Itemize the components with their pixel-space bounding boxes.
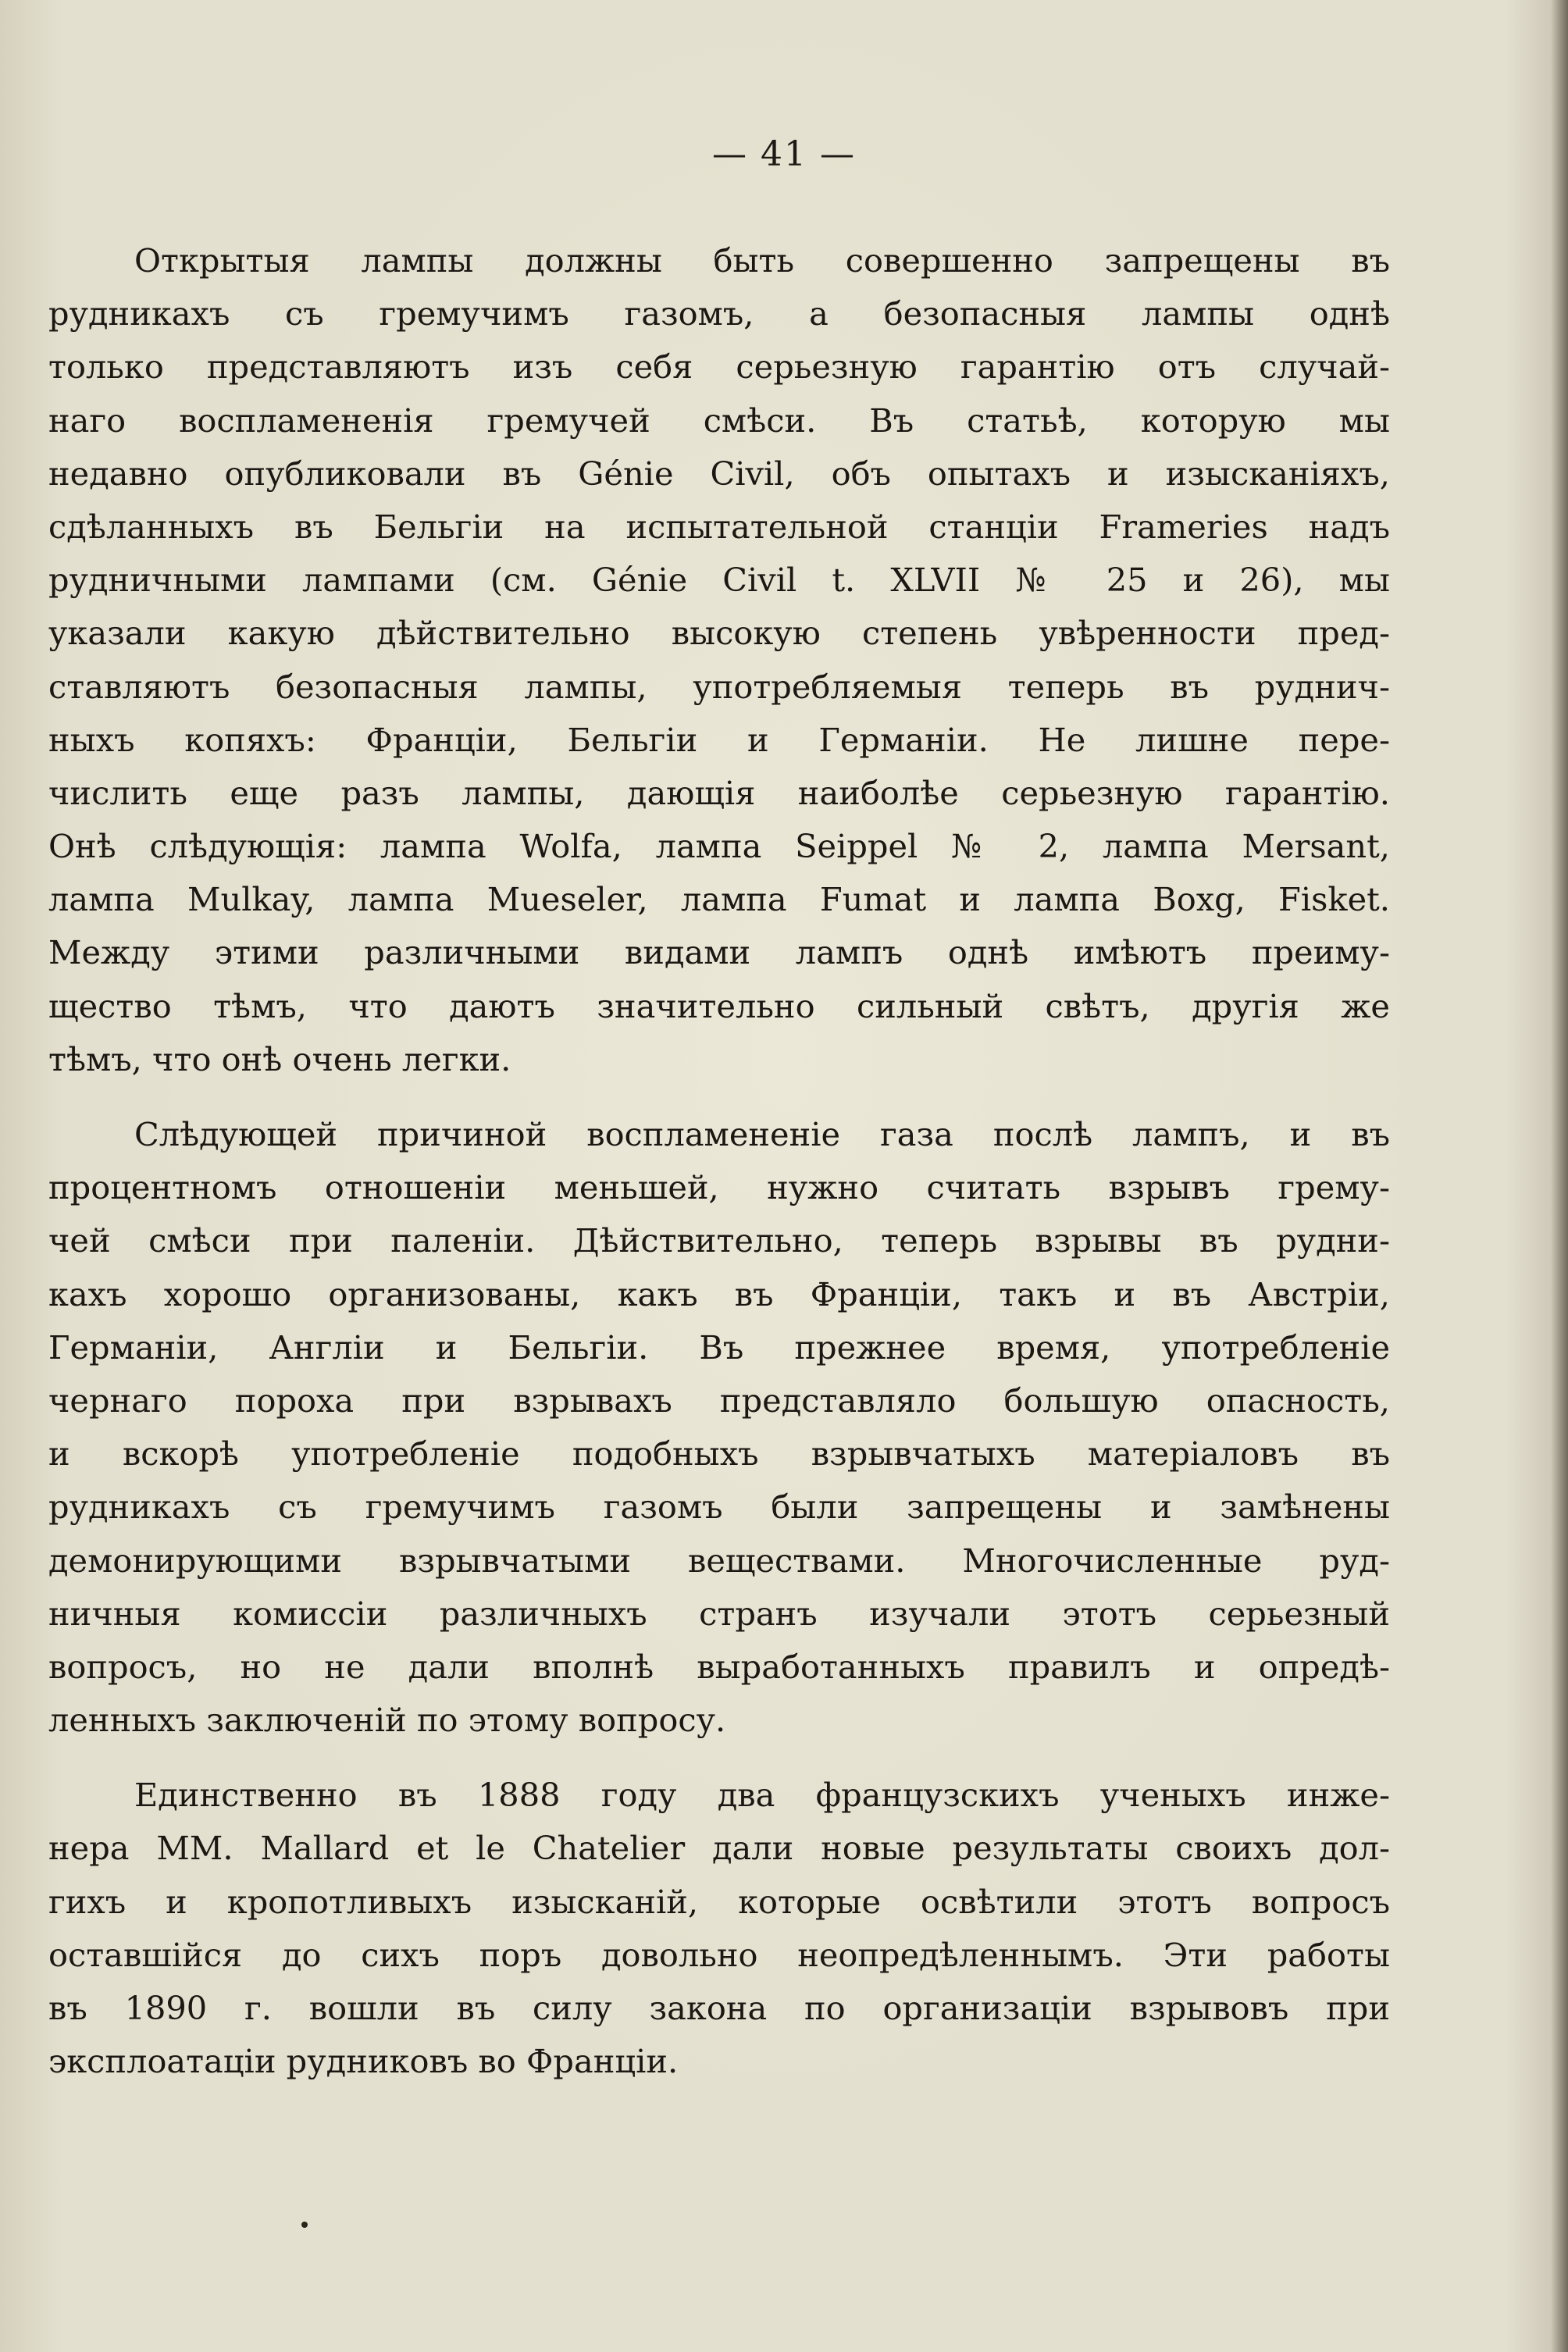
text-line: Германіи, Англіи и Бельгіи. Въ прежнее время, употребленіе [48,1327,1390,1367]
text-line: ничныя комиссіи различныхъ странъ изучали этотъ серьезный [48,1594,1390,1633]
page-number: — 41 — [712,134,856,174]
text-line: указали какую дѣйствительно высокую степень увѣренности пред- [48,614,1390,653]
paragraph [48,1108,1390,1747]
text-line: тѣмъ, что онѣ очень легки. [48,1039,511,1078]
text-line: рудникахъ съ гремучимъ газомъ были запрещены и замѣнены [48,1488,1390,1527]
paragraph [48,1769,1390,2088]
text-line: вопросъ, но не дали вполнѣ выработанныхъ правилъ и опредѣ- [48,1647,1390,1686]
text-line: лампа Mulkay, лампа Mueseler, лампа Fumat и лампа Boxg, Fisket. [48,880,1390,919]
text-line: Открытыя лампы должны быть совершенно запрещены въ [134,241,1390,280]
text-line: Онѣ слѣдующія: лампа Wolfa, лампа Seippel № 2, лампа Mersant, [48,827,1390,866]
ink-speck [301,2222,308,2228]
text-line: эксплоатаціи рудниковъ во Франціи. [48,2042,679,2081]
text-line: Слѣдующей причиной воспламененіе газа послѣ лампъ, и въ [134,1115,1390,1153]
text-line: демонирующими взрывчатыми веществами. Многочисленные руд- [48,1541,1390,1580]
text-line: щество тѣмъ, что даютъ значительно сильный свѣтъ, другія же [48,986,1390,1025]
paragraph [48,234,1390,1086]
paragraph-gap [48,1086,1390,1108]
body-text [48,234,1390,2088]
text-line: процентномъ отношеніи меньшей, нужно считать взрывъ грему- [48,1168,1390,1207]
text-line: нера MM. Mallard et le Chatelier дали новые результаты своихъ дол- [48,1829,1390,1868]
text-line: наго воспламененія гремучей смѣси. Въ статьѣ, которую мы [48,401,1390,440]
page-edge-shadow [1551,0,1568,2352]
text-line: числить еще разъ лампы, дающія наиболѣе серьезную гарантію. [48,773,1390,812]
text-line: рудничными лампами (см. Génie Civil t. XLVII № 25 и 26), мы [48,561,1390,600]
text-line: и вскорѣ употребленіе подобныхъ взрывчатыхъ матеріаловъ въ [48,1434,1390,1474]
text-line: чернаго пороха при взрывахъ представляло большую опасность, [48,1381,1390,1420]
text-line: ныхъ копяхъ: Франціи, Бельгіи и Германіи. Не лишне пере- [48,720,1390,759]
text-line: ленныхъ заключеній по этому вопросу. [48,1701,726,1740]
text-line: въ 1890 г. вошли въ силу закона по организаціи взрывовъ при [48,1989,1390,2027]
text-line: ставляютъ безопасныя лампы, употребляемыя теперь въ руднич- [48,667,1390,706]
text-line: только представляютъ изъ себя серьезную гарантію отъ случай- [48,347,1390,387]
text-line: Единственно въ 1888 году два французскихъ ученыхъ инже- [134,1776,1390,1815]
text-line: сдѣланныхъ въ Бельгіи на испытательной станціи Frameries надъ [48,507,1390,546]
text-line: Между этими различными видами лампъ однѣ имѣютъ преиму- [48,933,1390,972]
text-line: кахъ хорошо организованы, какъ въ Франціи, такъ и въ Австріи, [48,1274,1390,1313]
text-line: оставшійся до сихъ поръ довольно неопредѣленнымъ. Эти работы [48,1935,1390,1974]
text-line: чей смѣси при паленіи. Дѣйствительно, теперь взрывы въ рудни- [48,1221,1390,1260]
text-line: недавно опубликовали въ Génie Civil, объ опытахъ и изысканіяхъ, [48,454,1390,493]
text-line: гихъ и кропотливыхъ изысканій, которые освѣтили этотъ вопросъ [48,1882,1390,1921]
text-line: рудникахъ съ гремучимъ газомъ, а безопасныя лампы однѣ [48,294,1390,333]
paragraph-gap [48,1747,1390,1769]
